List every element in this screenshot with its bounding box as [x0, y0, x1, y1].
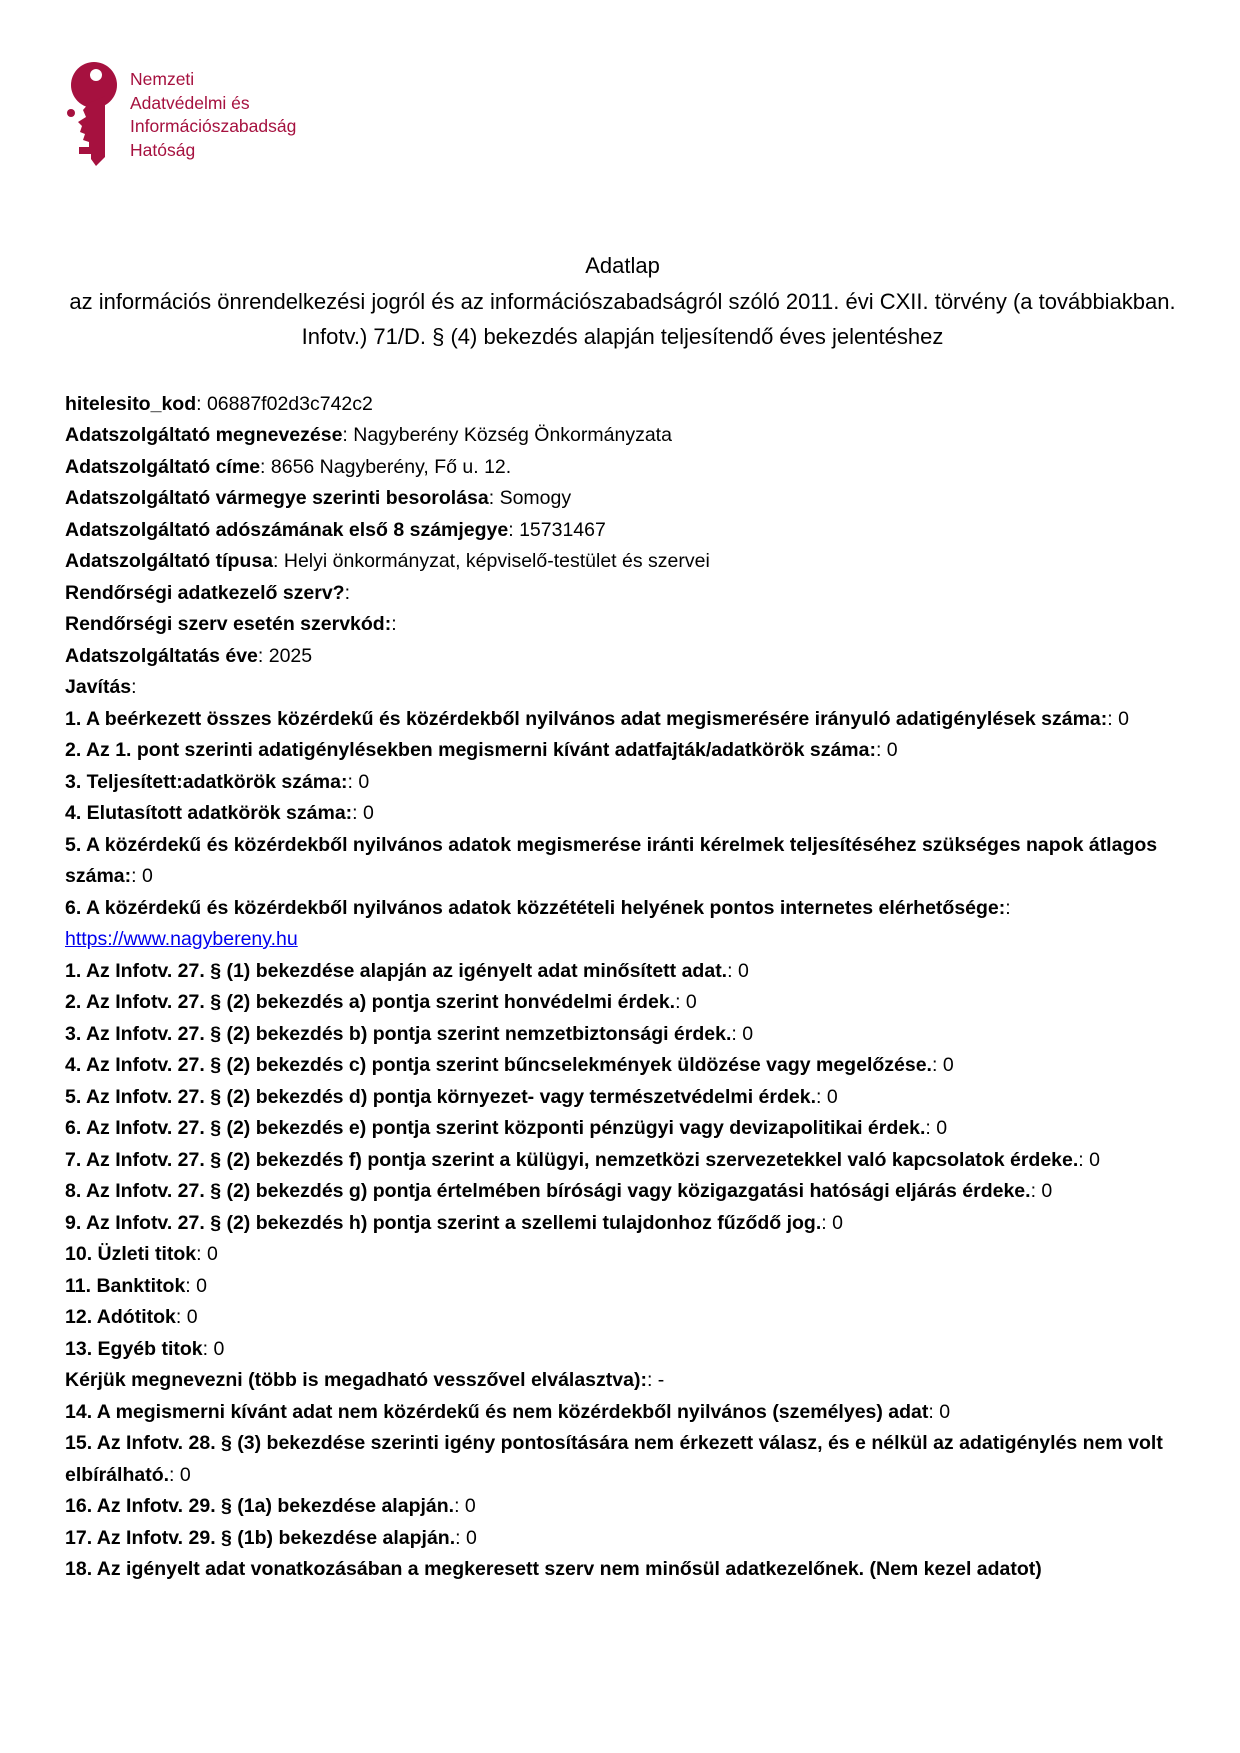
form-row [65, 609, 1180, 641]
field-value: : 06887f02d3c742c2 [196, 392, 373, 415]
field-value: : 0 [1107, 707, 1129, 730]
field-label: 8. Az Infotv. 27. § (2) bekezdés g) pontja értelmében bírósági vagy közigazgatási hatósági eljárás érdeke. [65, 1180, 1031, 1202]
form-row [65, 956, 1180, 988]
form-row [65, 1334, 1180, 1366]
form-row [65, 1050, 1180, 1082]
field-label: 4. Az Infotv. 27. § (2) bekezdés c) pontja szerint bűncselekmények üldözése vagy megelőzése. [65, 1054, 932, 1076]
form-row [65, 389, 1180, 421]
field-label: hitelesito_kod [65, 392, 197, 415]
form-row [65, 1239, 1180, 1271]
field-value: : 0 [352, 802, 374, 824]
form-row [65, 987, 1180, 1019]
logo-line: Adatvédelmi és [130, 92, 250, 113]
logo-line: Hatóság [130, 139, 196, 160]
form-row [65, 704, 1180, 736]
field-value: : [344, 581, 351, 604]
field-label: 11. Banktitok [65, 1274, 186, 1297]
form-row [65, 1113, 1180, 1145]
form-row [65, 1365, 1180, 1397]
field-label: Adatszolgáltató adószámának első 8 számjegye [65, 518, 509, 541]
field-value: : 0 [1030, 1180, 1053, 1202]
field-value: : Somogy [488, 487, 572, 509]
form-row [65, 546, 1180, 578]
form-row [65, 735, 1180, 767]
form-row [65, 1271, 1180, 1303]
field-label: 9. Az Infotv. 27. § (2) bekezdés h) pontja szerint a szellemi tulajdonhoz fűződő jog. [65, 1211, 822, 1234]
page-subtitle: az információs önrendelkezési jogról és az információszabadságról szóló 2011. évi CXII. törvény (a továbbiakban. Infotv.) 71/D. § (4) bekezdés alapján teljesítendő éves jelentéshez [69, 288, 1176, 349]
field-label: Rendőrségi szerv esetén szervkód: [65, 613, 392, 635]
field-label: 2. Az Infotv. 27. § (2) bekezdés a) pontja szerint honvédelmi érdek. [65, 991, 676, 1013]
field-value: : 0 [196, 1243, 218, 1265]
field-value: : 0 [731, 1022, 754, 1045]
field-value: : 8656 Nagyberény, Fő u. 12. [260, 455, 512, 478]
field-label: 10. Üzleti titok [65, 1243, 197, 1265]
field-label: 16. Az Infotv. 29. § (1a) bekezdése alapján. [65, 1495, 455, 1517]
field-value: : 2025 [257, 644, 313, 667]
form-row [65, 1491, 1180, 1523]
form-row [65, 1082, 1180, 1114]
form-row [65, 1302, 1180, 1334]
naih-logo [65, 58, 1180, 168]
field-label: 15. Az Infotv. 28. § (3) bekezdése szerinti igény pontosítására nem érkezett válasz, és e nélkül az adatigénylés nem volt elbírálható. [65, 1432, 1163, 1486]
field-label: Adatszolgáltató megnevezése [65, 424, 343, 446]
field-label: 6. Az Infotv. 27. § (2) bekezdés e) pontja szerint központi pénzügyi vagy devizapolitikai érdek. [65, 1117, 926, 1139]
form-row [65, 1208, 1180, 1240]
form-row [65, 1397, 1180, 1429]
field-value: : [131, 676, 137, 698]
field-label: 5. A közérdekű és közérdekből nyilvános adatok megismerése iránti kérelmek teljesítéséhez szükséges napok átlagos száma: [65, 833, 1158, 887]
field-value: : 0 [454, 1495, 476, 1517]
field-value: : 0 [175, 1306, 198, 1328]
website-link[interactable]: https://www.nagybereny.hu [65, 928, 298, 950]
field-value: : [1005, 896, 1011, 919]
logo-wordmark [130, 58, 296, 162]
field-label: Adatszolgáltató típusa [65, 550, 274, 572]
field-value: : Helyi önkormányzat, képviselő-testület és szervei [273, 550, 710, 572]
field-value: : 0 [727, 959, 749, 982]
field-label: 18. Az igényelt adat vonatkozásában a megkeresett szerv nem minősül adatkezelőnek. (Nem kezel adatot) [65, 1558, 1042, 1580]
page-title: Adatlap [585, 253, 660, 278]
field-value: : 0 [675, 991, 697, 1013]
field-value: : 0 [347, 770, 370, 793]
form-row [65, 483, 1180, 515]
field-value: : Nagyberény Község Önkormányzata [342, 424, 672, 446]
field-label: Kérjük megnevezni (több is megadható vesszővel elválasztva): [65, 1369, 647, 1391]
logo-line: Nemzeti [130, 69, 195, 89]
title-block [65, 248, 1180, 355]
field-value: : 0 [169, 1463, 191, 1486]
field-label: 4. Elutasított adatkörök száma: [65, 802, 353, 824]
field-label: 17. Az Infotv. 29. § (1b) bekezdése alapján. [65, 1526, 456, 1549]
form-row [65, 1554, 1180, 1586]
form-body [65, 389, 1180, 1586]
field-label: Javítás [65, 676, 132, 698]
field-label: 1. A beérkezett összes közérdekű és közérdekből nyilvános adat megismerésére irányuló adatigénylések száma: [65, 707, 1108, 730]
form-row [65, 830, 1180, 893]
form-row [65, 893, 1180, 956]
form-row [65, 672, 1180, 704]
field-label: 7. Az Infotv. 27. § (2) bekezdés f) pontja szerint a külügyi, nemzetközi szervezetekkel való kapcsolatok érdeke. [65, 1148, 1079, 1171]
field-value: : 0 [931, 1054, 954, 1076]
field-value: : 0 [925, 1117, 948, 1139]
field-label: 3. Az Infotv. 27. § (2) bekezdés b) pontja szerint nemzetbiztonsági érdek. [65, 1022, 732, 1045]
field-label: 12. Adótitok [65, 1306, 176, 1328]
field-value: : 0 [455, 1526, 477, 1549]
field-value: : [391, 613, 397, 635]
form-row [65, 1176, 1180, 1208]
field-value: : 0 [185, 1274, 207, 1297]
field-value: : 0 [202, 1337, 225, 1360]
form-row [65, 767, 1180, 799]
field-value: : 0 [816, 1085, 838, 1108]
logo-line: Információszabadság [130, 116, 297, 136]
form-row [65, 1523, 1180, 1555]
form-row [65, 1428, 1180, 1491]
field-value: : 0 [131, 865, 153, 887]
field-value: : - [646, 1369, 665, 1391]
form-row [65, 1019, 1180, 1051]
form-row [65, 1145, 1180, 1177]
field-value: : 0 [821, 1211, 843, 1234]
field-label: Rendőrségi adatkezelő szerv? [65, 581, 345, 604]
field-value: : 0 [875, 739, 898, 761]
field-label: 14. A megismerni kívánt adat nem közérdekű és nem közérdekből nyilvános (személyes) adat [65, 1400, 929, 1423]
form-row [65, 798, 1180, 830]
field-label: 13. Egyéb titok [65, 1337, 203, 1360]
field-value: : 0 [1078, 1148, 1100, 1171]
field-label: 6. A közérdekű és közérdekből nyilvános adatok közzétételi helyének pontos internetes elérhetősége: [65, 896, 1006, 919]
key-profile-icon [65, 62, 121, 168]
form-row [65, 641, 1180, 673]
field-label: Adatszolgáltató címe [65, 455, 261, 478]
field-label: 5. Az Infotv. 27. § (2) bekezdés d) pontja környezet- vagy természetvédelmi érdek. [65, 1085, 816, 1108]
field-label: 1. Az Infotv. 27. § (1) bekezdése alapján az igényelt adat minősített adat. [65, 959, 728, 982]
form-row [65, 578, 1180, 610]
field-label: 3. Teljesített:adatkörök száma: [65, 770, 348, 793]
field-label: Adatszolgáltatás éve [65, 644, 258, 667]
form-row [65, 515, 1180, 547]
field-label: 2. Az 1. pont szerinti adatigénylésekben megismerni kívánt adatfajták/adatkörök száma: [65, 739, 876, 761]
field-label: Adatszolgáltató vármegye szerinti besorolása [65, 487, 489, 509]
field-value: : 0 [928, 1400, 951, 1423]
field-value: : 15731467 [508, 518, 606, 541]
form-row [65, 420, 1180, 452]
form-row [65, 452, 1180, 484]
